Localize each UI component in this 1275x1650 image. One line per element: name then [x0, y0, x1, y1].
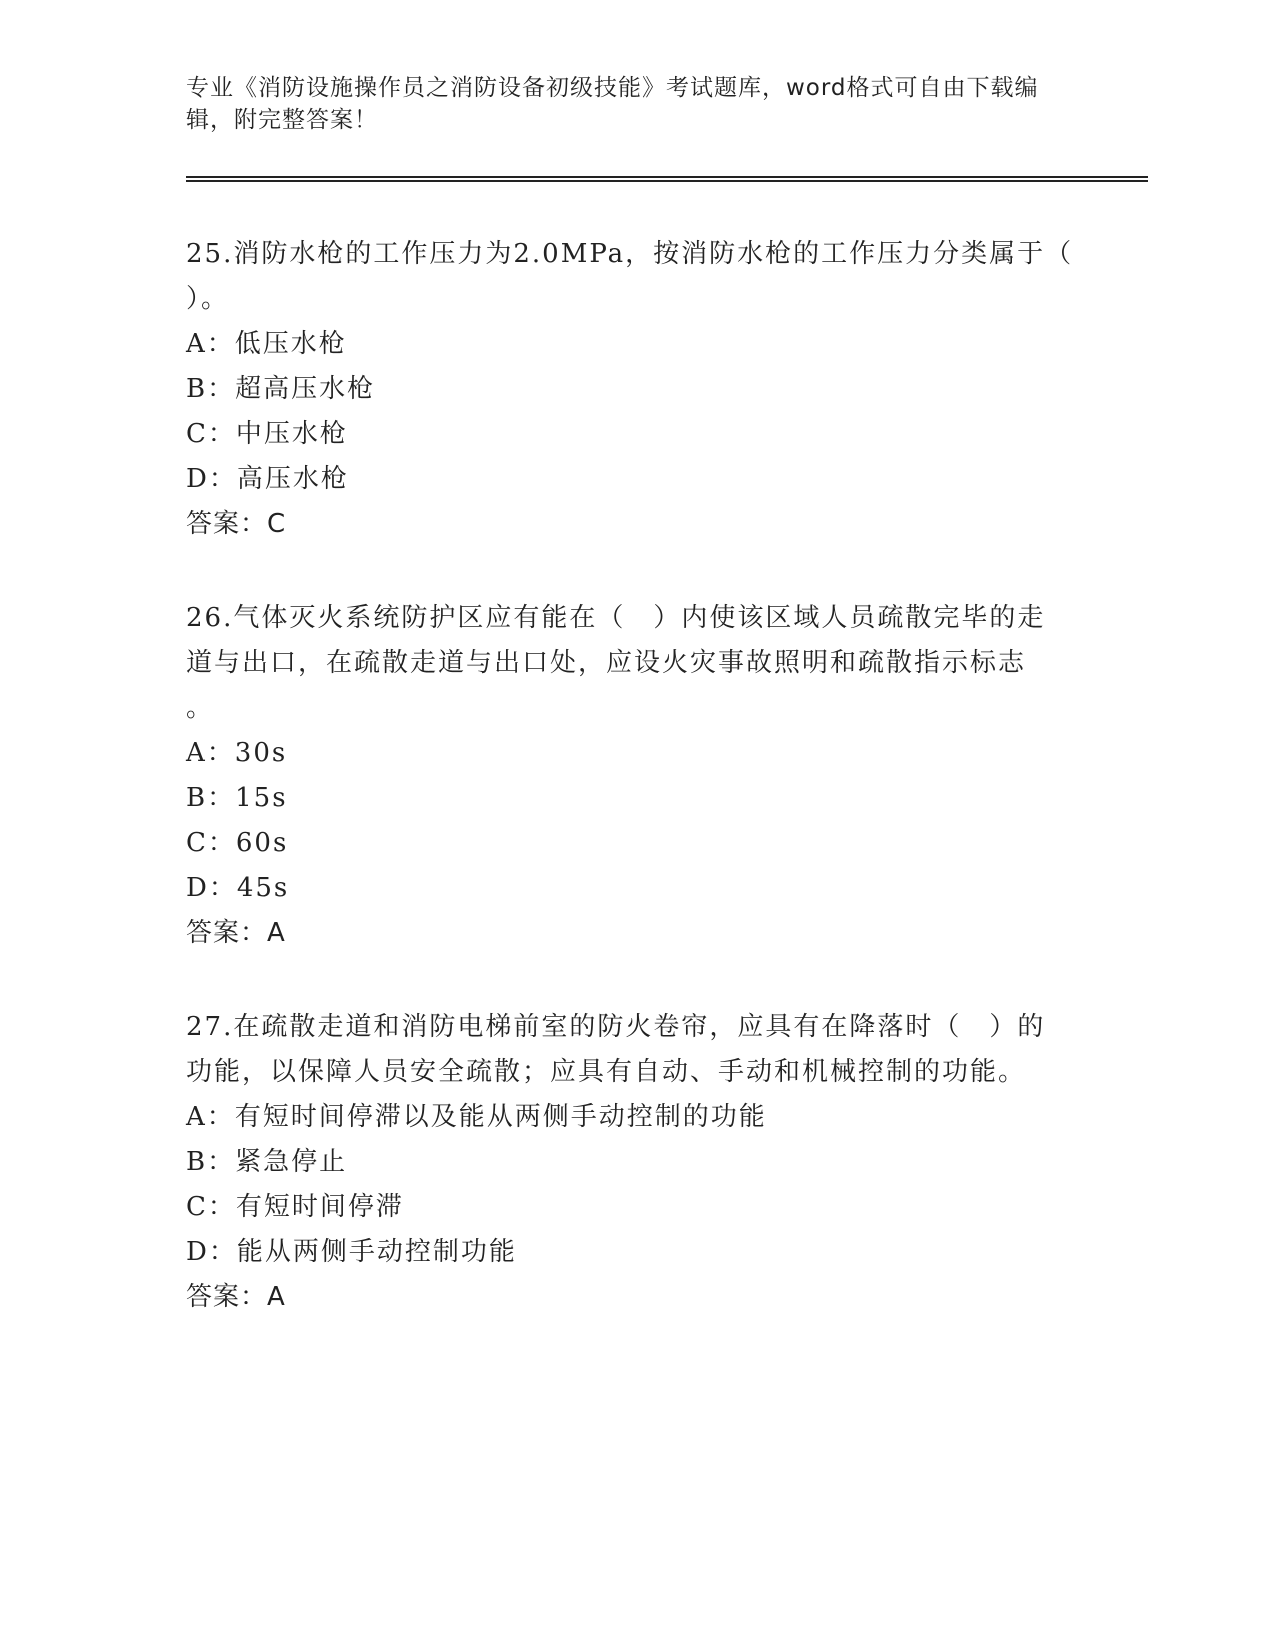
- option-c: C：60s: [186, 828, 289, 858]
- question-26: [186, 596, 1086, 956]
- option-a: A：30s: [186, 738, 288, 768]
- option-c: C：中压水枪: [186, 419, 348, 449]
- question-stem-line: 。: [186, 693, 215, 723]
- answer: 答案：A: [186, 1282, 286, 1312]
- header-divider: [186, 176, 1148, 182]
- option-b: B：15s: [186, 783, 288, 813]
- answer: 答案：C: [186, 509, 287, 539]
- option-c: C：有短时间停滞: [186, 1192, 404, 1222]
- option-d: D：能从两侧手动控制功能: [186, 1237, 517, 1267]
- option-d: D：45s: [186, 873, 290, 903]
- question-stem-line: 25.消防水枪的工作压力为2.0MPa，按消防水枪的工作压力分类属于（: [186, 239, 1074, 269]
- answer: 答案：A: [186, 918, 286, 948]
- question-stem-line: 26.气体灭火系统防护区应有能在（ ）内使该区域人员疏散完毕的走: [186, 603, 1046, 633]
- question-25: [186, 232, 1086, 547]
- question-27: [186, 1005, 1086, 1320]
- option-b: B：紧急停止: [186, 1147, 348, 1177]
- option-d: D：高压水枪: [186, 464, 349, 494]
- option-a: A：低压水枪: [186, 329, 347, 359]
- document-header: [186, 72, 1066, 136]
- header-intro-text: 专业《消防设施操作员之消防设备初级技能》考试题库，word格式可自由下载编辑，附完整答案！: [186, 75, 1039, 133]
- question-stem-line: ）。: [186, 284, 230, 314]
- option-a: A：有短时间停滞以及能从两侧手动控制的功能: [186, 1102, 767, 1132]
- question-stem-line: 27.在疏散走道和消防电梯前室的防火卷帘，应具有在降落时（ ）的: [186, 1012, 1046, 1042]
- option-b: B：超高压水枪: [186, 374, 376, 404]
- question-stem-line: 功能，以保障人员安全疏散；应具有自动、手动和机械控制的功能。: [186, 1057, 1027, 1087]
- question-stem-line: 道与出口，在疏散走道与出口处，应设火灾事故照明和疏散指示标志: [186, 648, 1027, 678]
